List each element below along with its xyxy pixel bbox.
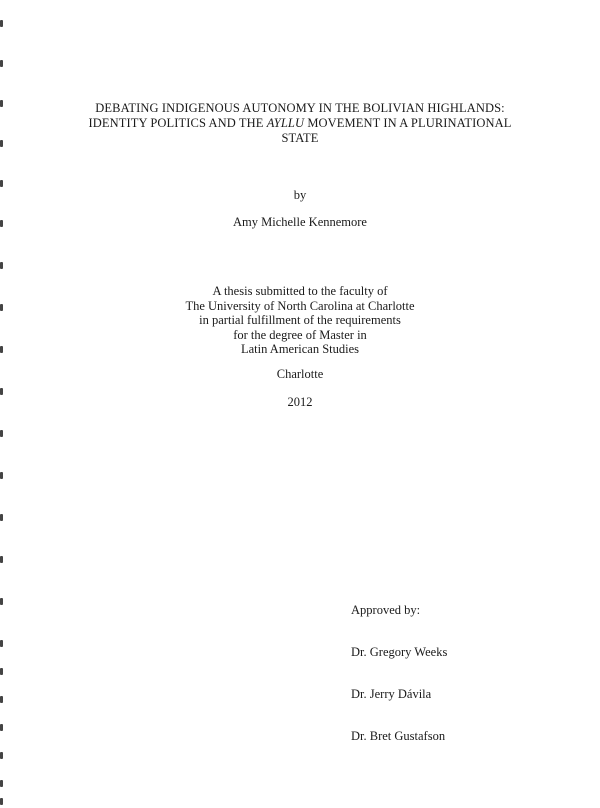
place: Charlotte bbox=[276, 367, 324, 381]
title-line-3: STATE bbox=[281, 131, 319, 145]
thesis-title bbox=[60, 101, 540, 146]
title-line-1: DEBATING INDIGENOUS AUTONOMY IN THE BOLIVIAN HIGHLANDS: bbox=[95, 101, 505, 115]
thesis-statement-line-1: A thesis submitted to the faculty of bbox=[212, 284, 388, 298]
thesis-statement bbox=[100, 284, 500, 357]
approver-name: Dr. Jerry Dávila bbox=[351, 687, 432, 701]
approval-label: Approved by: bbox=[351, 603, 421, 617]
by-label: by bbox=[293, 188, 307, 202]
scan-binding-marks bbox=[0, 0, 4, 808]
title-line-2-start: IDENTITY POLITICS AND THE bbox=[88, 116, 267, 130]
approver-name: Dr. Bret Gustafson bbox=[351, 729, 446, 743]
thesis-statement-line-3: in partial fulfillment of the requirements bbox=[199, 313, 401, 327]
year: 2012 bbox=[287, 395, 313, 409]
author-name: Amy Michelle Kennemore bbox=[233, 215, 367, 229]
title-line-2-end: MOVEMENT IN A PLURINATIONAL bbox=[304, 116, 512, 130]
approver-name: Dr. Gregory Weeks bbox=[351, 645, 448, 659]
title-line-2 bbox=[60, 116, 540, 131]
title-italic-term: AYLLU bbox=[266, 116, 305, 130]
thesis-statement-line-2: The University of North Carolina at Charlotte bbox=[185, 298, 415, 313]
thesis-statement-line-4: for the degree of Master in bbox=[233, 327, 367, 342]
thesis-statement-line-5: Latin American Studies bbox=[240, 342, 360, 356]
